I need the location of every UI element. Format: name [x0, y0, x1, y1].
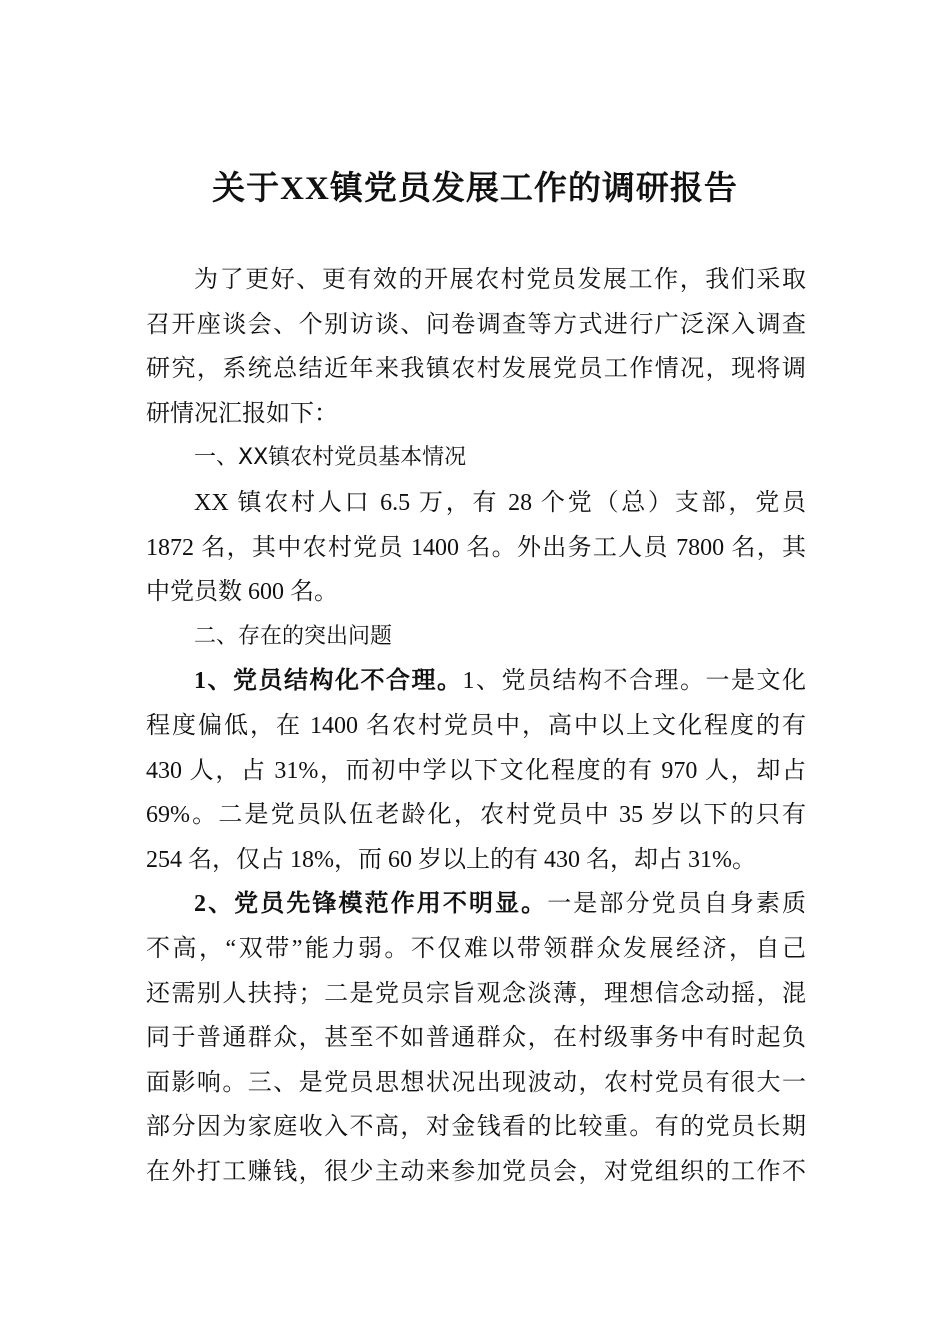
document-body [146, 258, 806, 1194]
text-line: 254 名，仅占 18%，而 60 岁以上的有 430 名，却占 31%。 [146, 846, 756, 873]
item-lead: 1、党员结构化不合理。 [194, 668, 463, 695]
item-text: 1、党员结构不合理。一是文化 [462, 668, 806, 695]
text-line: 程度偏低，在 1400 名农村党员中，高中以上文化程度的有 [146, 712, 806, 739]
item-lead: 2、党员先锋模范作用不明显。 [194, 891, 548, 918]
text-line [146, 659, 806, 704]
text-line: 430 人，占 31%，而初中学以下文化程度的有 970 人，却占 [146, 757, 806, 784]
item-text: 一是部分党员自身素质 [547, 891, 807, 918]
section-heading: 二、存在的突出问题 [194, 623, 393, 649]
text-line: 召开座谈会、个别访谈、问卷调查等方式进行广泛深入调查 [146, 311, 806, 338]
text-line: 研情况汇报如下： [146, 400, 338, 427]
intro-paragraph [146, 258, 806, 436]
text-line [146, 882, 806, 927]
document-title: 关于XX镇党员发展工作的调研报告 [212, 171, 738, 207]
text-line: 还需别人扶持；二是党员宗旨观念淡薄，理想信念动摇，混 [146, 980, 806, 1007]
text-line: 不高，“双带”能力弱。不仅难以带领群众发展经济，自己 [146, 935, 806, 962]
section1-paragraph [146, 481, 806, 615]
text-line: 在外打工赚钱，很少主动来参加党员会，对党组织的工作不 [146, 1158, 806, 1185]
item1-paragraph [146, 659, 806, 882]
text-line: 部分因为家庭收入不高，对金钱看的比较重。有的党员长期 [146, 1114, 806, 1141]
text-line: 同于普通群众，甚至不如普通群众，在村级事务中有时起负 [146, 1025, 806, 1052]
text-line: 面影响。三、是党员思想状况出现波动，农村党员有很大一 [146, 1069, 806, 1096]
item2-paragraph [146, 882, 806, 1194]
text-line: XX 镇农村人口 6.5 万，有 28 个党（总）支部，党员 [194, 489, 806, 516]
text-line: 研究，系统总结近年来我镇农村发展党员工作情况，现将调 [146, 356, 806, 383]
section-heading: 一、XX镇农村党员基本情况 [194, 445, 467, 471]
text-line: 中党员数 600 名。 [146, 579, 338, 606]
text-line: 1872 名，其中农村党员 1400 名。外出务工人员 7800 名，其 [146, 534, 806, 561]
text-line: 为了更好、更有效的开展农村党员发展工作，我们采取 [194, 267, 806, 293]
text-line: 69%。二是党员队伍老龄化，农村党员中 35 岁以下的只有 [146, 802, 806, 829]
